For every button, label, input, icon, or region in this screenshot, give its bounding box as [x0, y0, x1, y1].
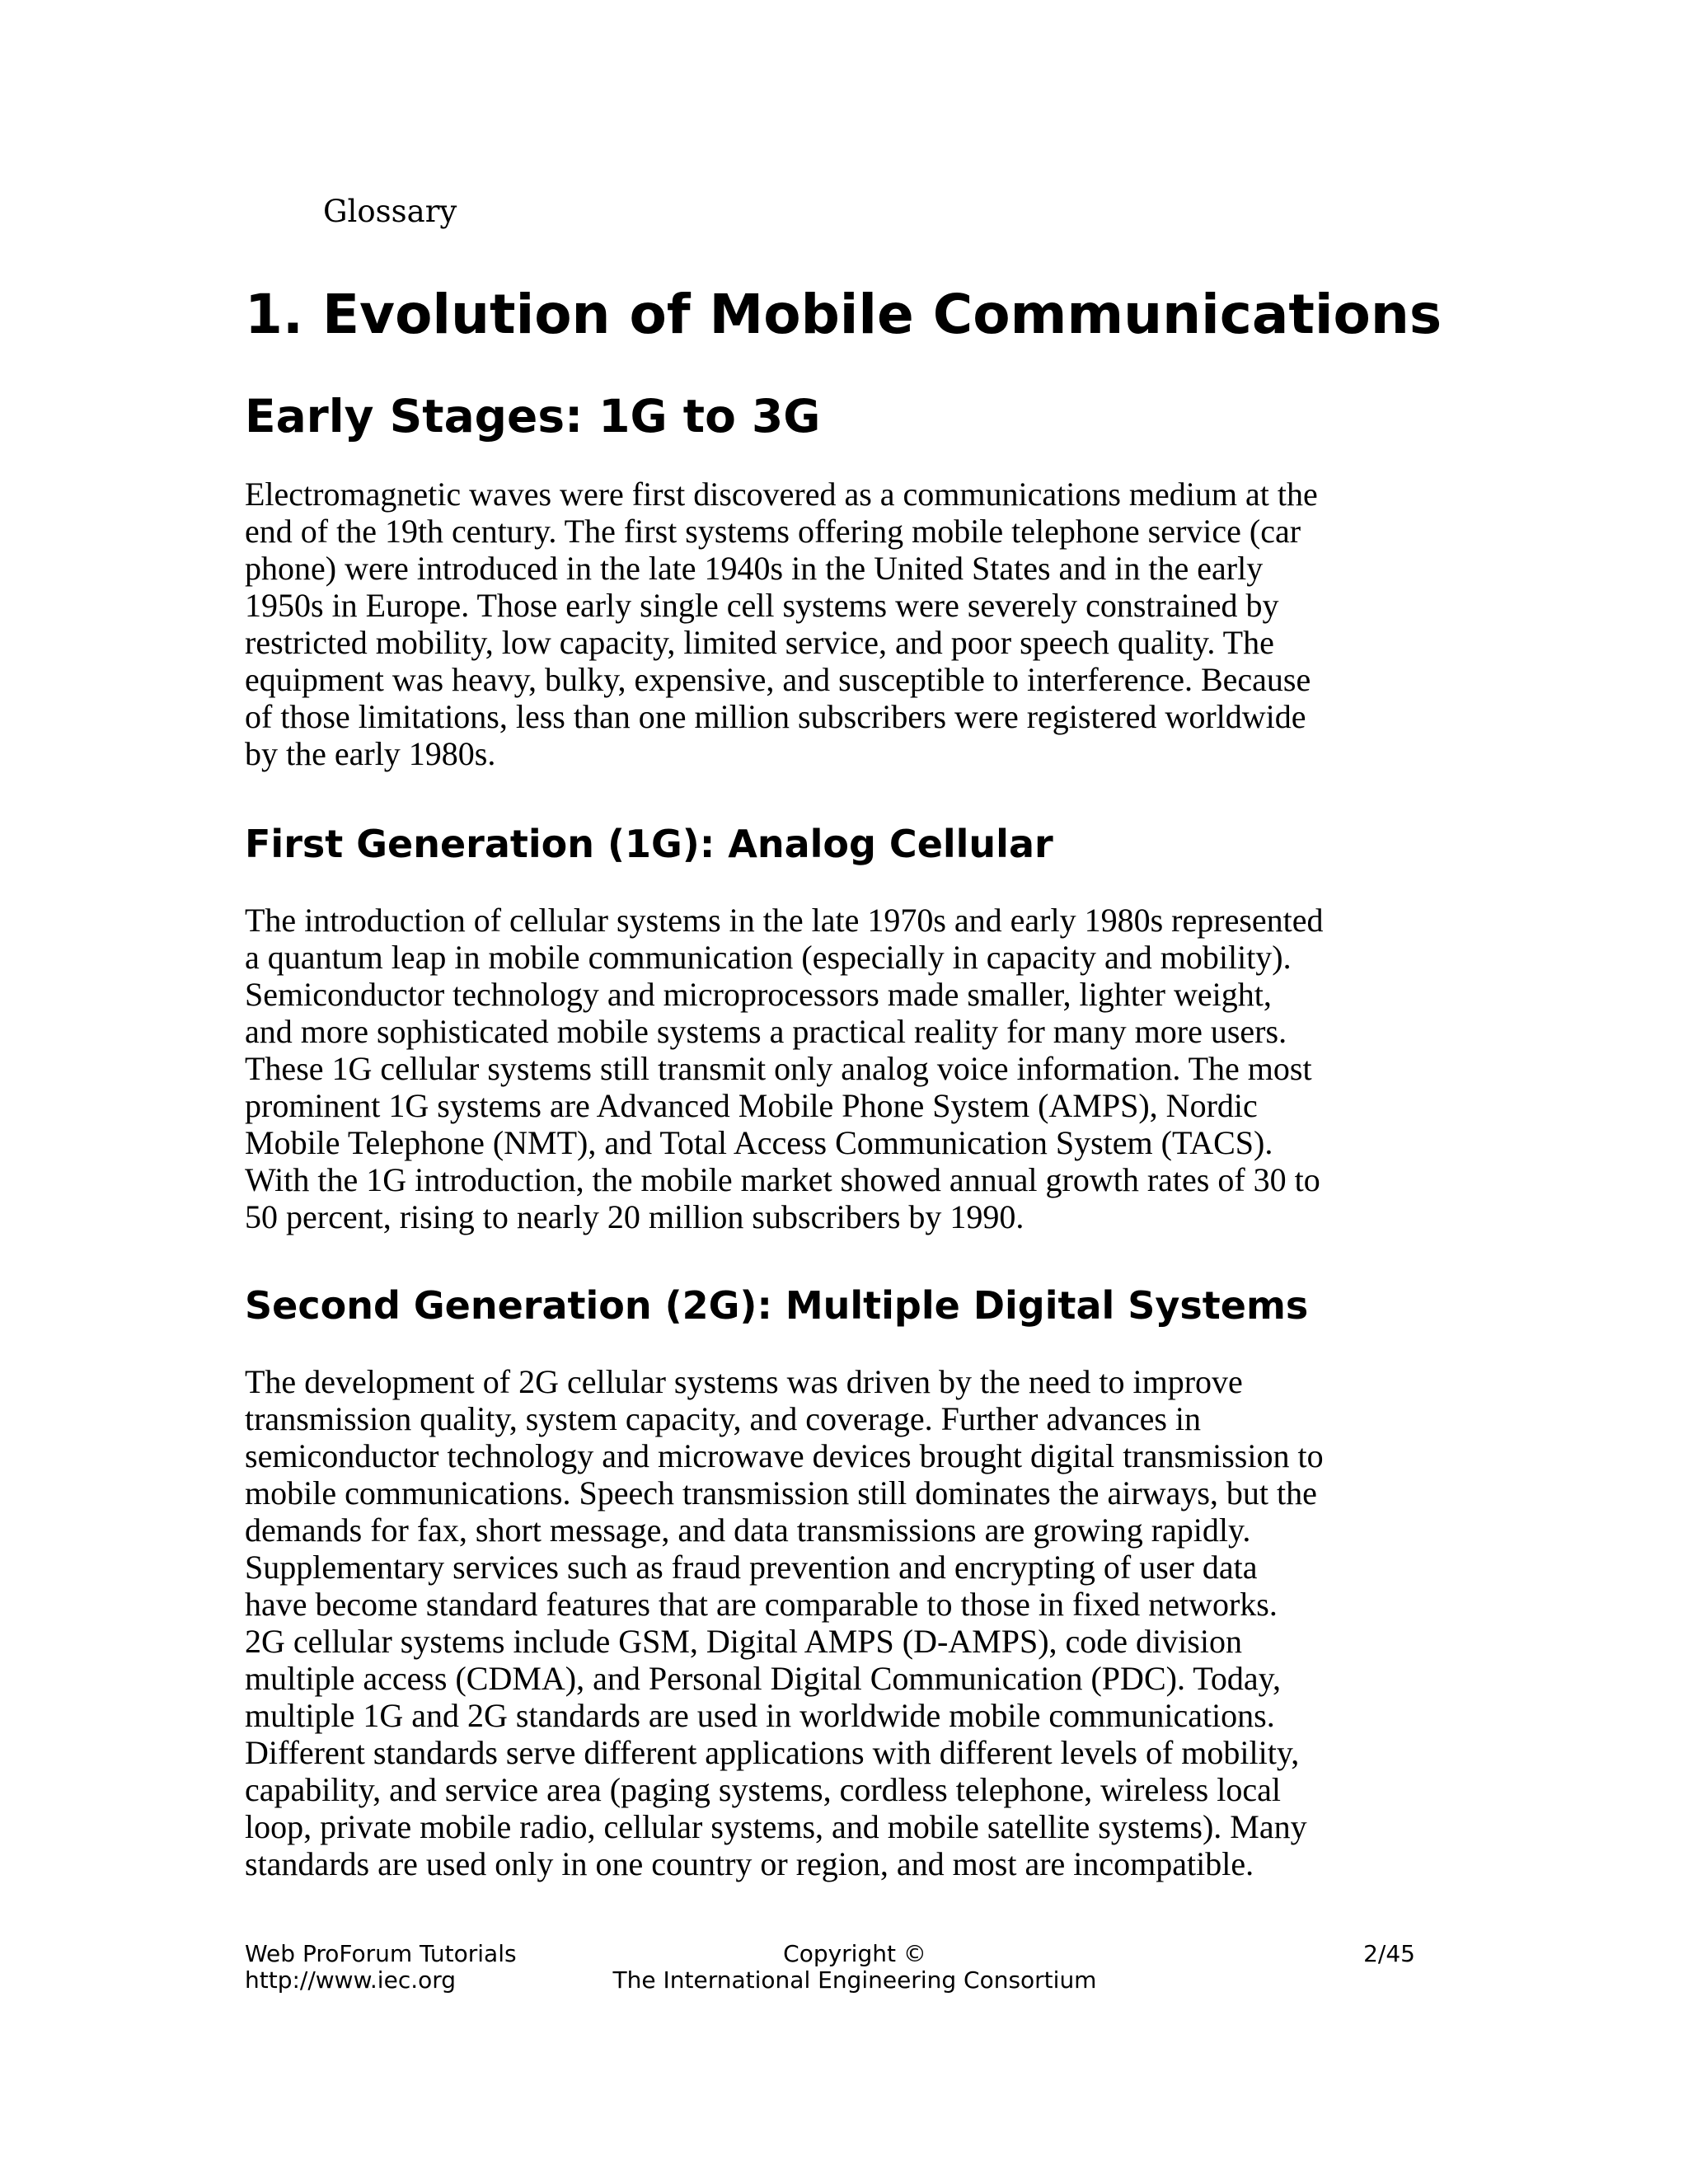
footer-url-link[interactable]: http://www.iec.org	[245, 1966, 457, 1994]
text-line: capability, and service area (paging systems, cordless telephone, wireless local	[245, 1771, 1281, 1808]
text-line: multiple access (CDMA), and Personal Digital Communication (PDC). Today,	[245, 1660, 1282, 1697]
section-heading-second-generation: Second Generation (2G): Multiple Digital Systems	[245, 1283, 1309, 1328]
text-line: 50 percent, rising to nearly 20 million subscribers by 1990.	[245, 1198, 1025, 1235]
text-line: The introduction of cellular systems in the late 1970s and early 1980s represented	[245, 902, 1324, 939]
text-line: mobile communications. Speech transmission still dominates the airways, but the	[245, 1474, 1317, 1511]
text-line: Semiconductor technology and microprocessors made smaller, lighter weight,	[245, 976, 1272, 1013]
text-line: Mobile Telephone (NMT), and Total Access Communication System (TACS).	[245, 1124, 1273, 1161]
text-line: demands for fax, short message, and data transmissions are growing rapidly.	[245, 1511, 1251, 1549]
text-line: loop, private mobile radio, cellular systems, and mobile satellite systems). Many	[245, 1808, 1307, 1845]
text-line: standards are used only in one country or region, and most are incompatible.	[245, 1845, 1254, 1882]
text-line: restricted mobility, low capacity, limited service, and poor speech quality. The	[245, 624, 1274, 661]
text-line: phone) were introduced in the late 1940s in the United States and in the early	[245, 550, 1264, 587]
text-line: semiconductor technology and microwave devices brought digital transmission to	[245, 1437, 1324, 1474]
text-line: 1950s in Europe. Those early single cell systems were severely constrained by	[245, 587, 1279, 624]
text-line: transmission quality, system capacity, and coverage. Further advances in	[245, 1400, 1202, 1437]
footer-right	[1319, 1941, 1415, 1967]
text-line: Different standards serve different applications with different levels of mobility,	[245, 1734, 1300, 1771]
footer-copyright: Copyright ©	[783, 1940, 926, 1967]
section-heading-early-stages: Early Stages: 1G to 3G	[245, 390, 821, 443]
paragraph-first-generation	[245, 902, 1432, 1235]
paragraph-second-generation	[245, 1363, 1432, 1882]
text-line: 2G cellular systems include GSM, Digital AMPS (D-AMPS), code division	[245, 1623, 1242, 1660]
glossary-link[interactable]: Glossary	[323, 194, 457, 229]
paragraph-early-stages	[245, 476, 1432, 772]
text-line: With the 1G introduction, the mobile market showed annual growth rates of 30 to	[245, 1161, 1320, 1198]
footer-organization: The International Engineering Consortium	[612, 1966, 1097, 1994]
text-line: Electromagnetic waves were first discovered as a communications medium at the	[245, 476, 1318, 513]
text-line: end of the 19th century. The first systems offering mobile telephone service (car	[245, 513, 1301, 550]
text-line: prominent 1G systems are Advanced Mobile Phone System (AMPS), Nordic	[245, 1087, 1258, 1124]
text-line: multiple 1G and 2G standards are used in worldwide mobile communications.	[245, 1697, 1275, 1734]
text-line: equipment was heavy, bulky, expensive, and susceptible to interference. Because	[245, 661, 1311, 698]
text-line: These 1G cellular systems still transmit only analog voice information. The most	[245, 1050, 1312, 1087]
section-heading-first-generation: First Generation (1G): Analog Cellular	[245, 822, 1053, 866]
text-line: have become standard features that are comparable to those in fixed networks.	[245, 1586, 1278, 1623]
text-line: The development of 2G cellular systems was driven by the need to improve	[245, 1363, 1243, 1400]
text-line: Supplementary services such as fraud prevention and encrypting of user data	[245, 1549, 1258, 1586]
chapter-title: 1. Evolution of Mobile Communications	[245, 283, 1442, 346]
footer-publisher: Web ProForum Tutorials	[245, 1940, 517, 1967]
text-line: and more sophisticated mobile systems a practical reality for many more users.	[245, 1013, 1287, 1050]
footer-left	[245, 1941, 517, 1994]
text-line: of those limitations, less than one million subscribers were registered worldwide	[245, 698, 1306, 735]
text-line: by the early 1980s.	[245, 735, 496, 772]
text-line: a quantum leap in mobile communication (especially in capacity and mobility).	[245, 939, 1292, 976]
page-number: 2/45	[1363, 1940, 1415, 1967]
